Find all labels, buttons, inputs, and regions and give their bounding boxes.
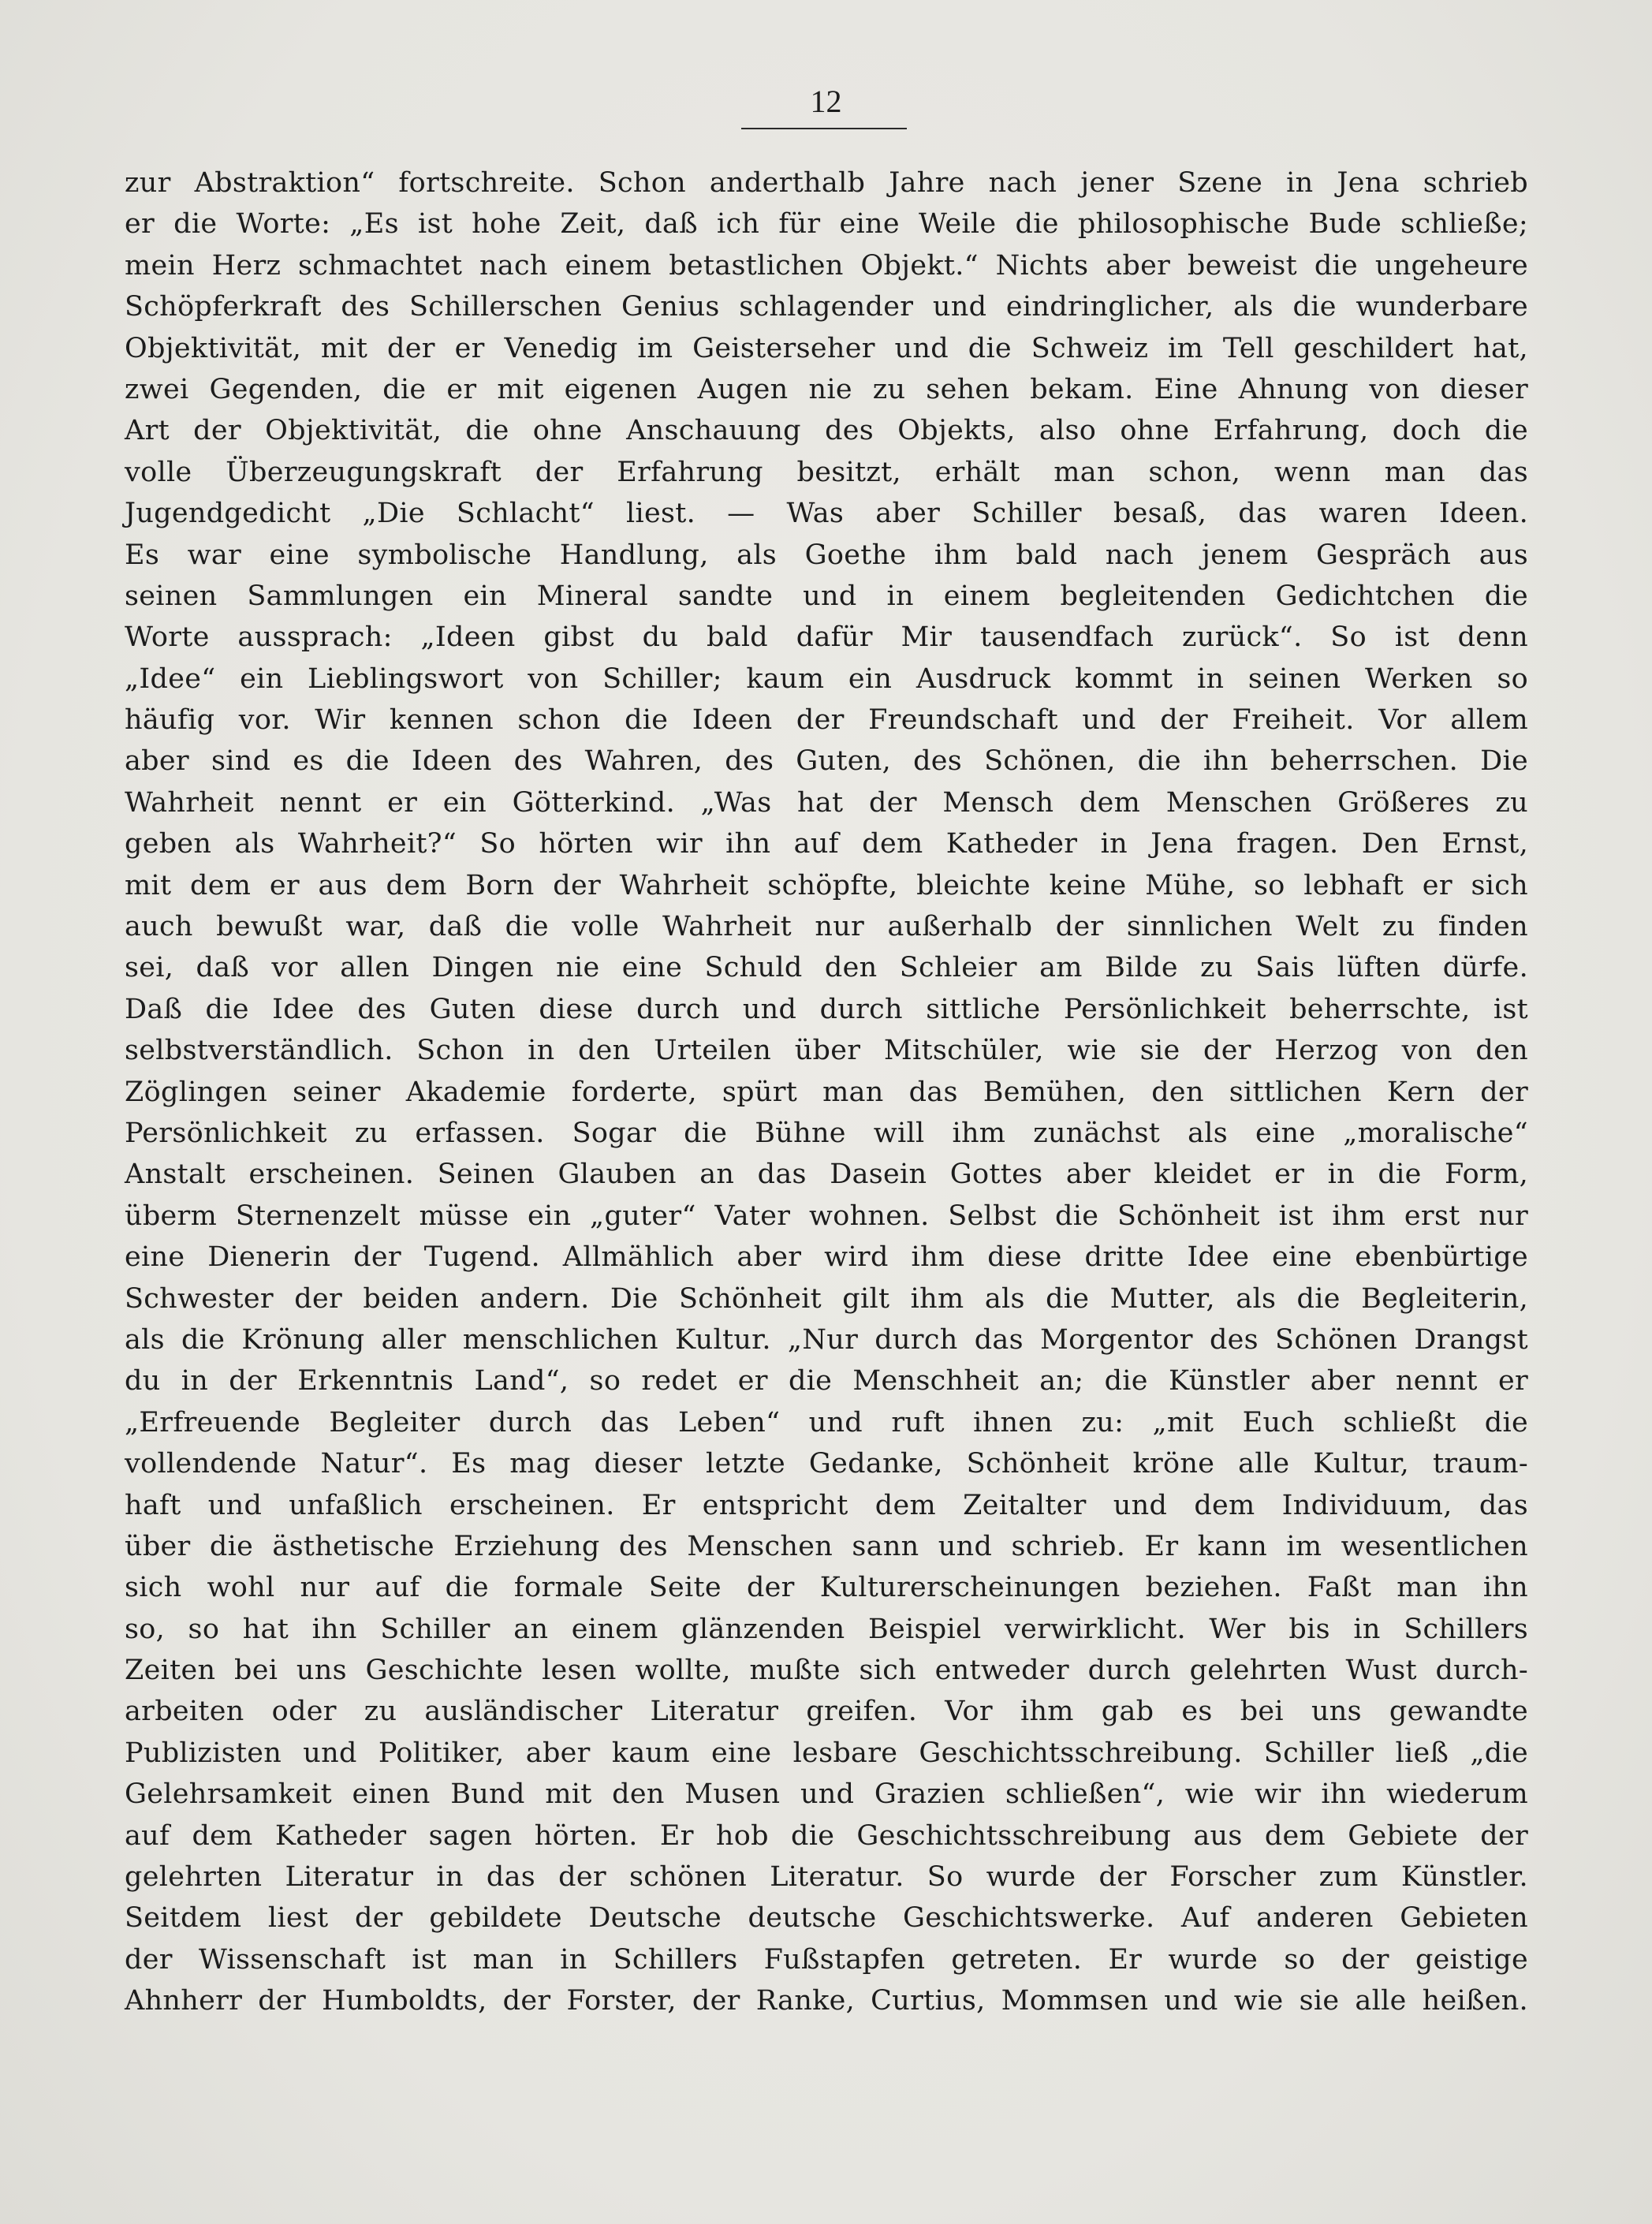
- page-number: 12: [810, 84, 842, 119]
- text-line: Zöglingen seiner Akademie forderte, spürt man das Bemühen, den sittlichen Kern der: [125, 1076, 1528, 1108]
- text-line: mit dem er aus dem Born der Wahrheit schöpfte, bleichte keine Mühe, so lebhaft er sich: [125, 869, 1528, 901]
- text-line: du in der Erkenntnis Land“, so redet er die Menschheit an; die Künstler aber nennt er: [125, 1365, 1528, 1397]
- text-line: volle Überzeugungskraft der Erfahrung besitzt, erhält man schon, wenn man das: [125, 456, 1528, 488]
- text-line: Ahnherr der Humboldts, der Forster, der Ranke, Curtius, Mommsen und wie sie alle heißen.: [125, 1985, 1528, 2017]
- page-number-rule: [741, 128, 907, 129]
- text-line: seinen Sammlungen ein Mineral sandte und in einem begleitenden Gedichtchen die: [125, 580, 1528, 612]
- text-line: vollendende Natur“. Es mag dieser letzte Gedanke, Schönheit kröne alle Kultur, traum-: [125, 1448, 1528, 1480]
- text-line: aber sind es die Ideen des Wahren, des Guten, des Schönen, die ihn beherrschen. Die: [125, 745, 1528, 778]
- text-line: Jugendgedicht „Die Schlacht“ liest. — Was aber Schiller besaß, das waren Ideen.: [125, 498, 1528, 530]
- text-line: Wahrheit nennt er ein Götterkind. „Was hat der Mensch dem Menschen Größeres zu: [125, 786, 1528, 819]
- text-line: überm Sternenzelt müsse ein „guter“ Vater wohnen. Selbst die Schönheit ist ihm erst nur: [125, 1200, 1528, 1232]
- text-line: Gelehrsamkeit einen Bund mit den Musen und Grazien schließen“, wie wir ihn wiederum: [125, 1778, 1528, 1811]
- text-line: Seitdem liest der gebildete Deutsche deutsche Geschichtswerke. Auf anderen Gebieten: [125, 1902, 1528, 1935]
- text-line: Anstalt erscheinen. Seinen Glauben an das Dasein Gottes aber kleidet er in die Form,: [125, 1159, 1528, 1191]
- text-line: Persönlichkeit zu erfassen. Sogar die Bühne will ihm zunächst als eine „moralische“: [125, 1117, 1528, 1149]
- text-line: geben als Wahrheit?“ So hörten wir ihn auf dem Katheder in Jena fragen. Den Ernst,: [125, 828, 1528, 860]
- text-line: zur Abstraktion“ fortschreite. Schon anderthalb Jahre nach jener Szene in Jena schrieb: [125, 167, 1528, 199]
- text-line: mein Herz schmachtet nach einem betastlichen Objekt.“ Nichts aber beweist die ungeheure: [125, 249, 1528, 282]
- text-line: Daß die Idee des Guten diese durch und durch sittliche Persönlichkeit beherrschte, ist: [125, 993, 1528, 1025]
- text-line: Art der Objektivität, die ohne Anschauung des Objekts, also ohne Erfahrung, doch die: [125, 415, 1528, 447]
- text-line: „Idee“ ein Lieblingswort von Schiller; kaum ein Ausdruck kommt in seinen Werken so: [125, 662, 1528, 695]
- text-line: Schwester der beiden andern. Die Schönheit gilt ihm als die Mutter, als die Begleiterin,: [125, 1282, 1528, 1315]
- text-line: so, so hat ihn Schiller an einem glänzenden Beispiel verwirklicht. Wer bis in Schillers: [125, 1613, 1528, 1645]
- text-line: „Erfreuende Begleiter durch das Leben“ und ruft ihnen zu: „mit Euch schließt die: [125, 1406, 1528, 1439]
- text-line: haft und unfaßlich erscheinen. Er entspricht dem Zeitalter und dem Individuum, das: [125, 1489, 1528, 1521]
- text-line: sich wohl nur auf die formale Seite der Kulturerscheinungen beziehen. Faßt man ihn: [125, 1572, 1528, 1604]
- text-line: der Wissenschaft ist man in Schillers Fußstapfen getreten. Er wurde so der geistige: [125, 1943, 1528, 1976]
- text-line: sei, daß vor allen Dingen nie eine Schuld den Schleier am Bilde zu Sais lüften dürfe.: [125, 952, 1528, 984]
- text-line: arbeiten oder zu ausländischer Literatur greifen. Vor ihm gab es bei uns gewandte: [125, 1696, 1528, 1728]
- text-line: Worte aussprach: „Ideen gibst du bald dafür Mir tausendfach zurück“. So ist denn: [125, 621, 1528, 654]
- text-line: gelehrten Literatur in das der schönen Literatur. So wurde der Forscher zum Künstler.: [125, 1861, 1528, 1894]
- text-line: als die Krönung aller menschlichen Kultur. „Nur durch das Morgentor des Schönen Drangst: [125, 1323, 1528, 1356]
- text-line: Schöpferkraft des Schillerschen Genius schlagender und eindringlicher, als die wunderbare: [125, 291, 1528, 323]
- text-line: auch bewußt war, daß die volle Wahrheit nur außerhalb der sinnlichen Welt zu finden: [125, 911, 1528, 943]
- body-text: [125, 162, 1528, 2022]
- text-line: Es war eine symbolische Handlung, als Goethe ihm bald nach jenem Gespräch aus: [125, 539, 1528, 571]
- text-line: häufig vor. Wir kennen schon die Ideen der Freundschaft und der Freiheit. Vor allem: [125, 704, 1528, 737]
- text-line: Zeiten bei uns Geschichte lesen wollte, mußte sich entweder durch gelehrten Wust durch-: [125, 1655, 1528, 1687]
- text-line: eine Dienerin der Tugend. Allmählich aber wird ihm diese dritte Idee eine ebenbürtige: [125, 1241, 1528, 1274]
- text-line: auf dem Katheder sagen hörten. Er hob die Geschichtsschreibung aus dem Gebiete der: [125, 1819, 1528, 1852]
- text-line: zwei Gegenden, die er mit eigenen Augen nie zu sehen bekam. Eine Ahnung von dieser: [125, 373, 1528, 405]
- text-line: über die ästhetische Erziehung des Menschen sann und schrieb. Er kann im wesentlichen: [125, 1530, 1528, 1562]
- text-line: Objektivität, mit der er Venedig im Geisterseher und die Schweiz im Tell geschildert hat,: [125, 332, 1528, 364]
- text-line: er die Worte: „Es ist hohe Zeit, daß ich für eine Weile die philosophische Bude schließe;: [125, 208, 1528, 241]
- text-line: selbstverständlich. Schon in den Urteilen über Mitschüler, wie sie der Herzog von den: [125, 1035, 1528, 1067]
- text-line: Publizisten und Politiker, aber kaum eine lesbare Geschichtsschreibung. Schiller ließ „die: [125, 1737, 1528, 1769]
